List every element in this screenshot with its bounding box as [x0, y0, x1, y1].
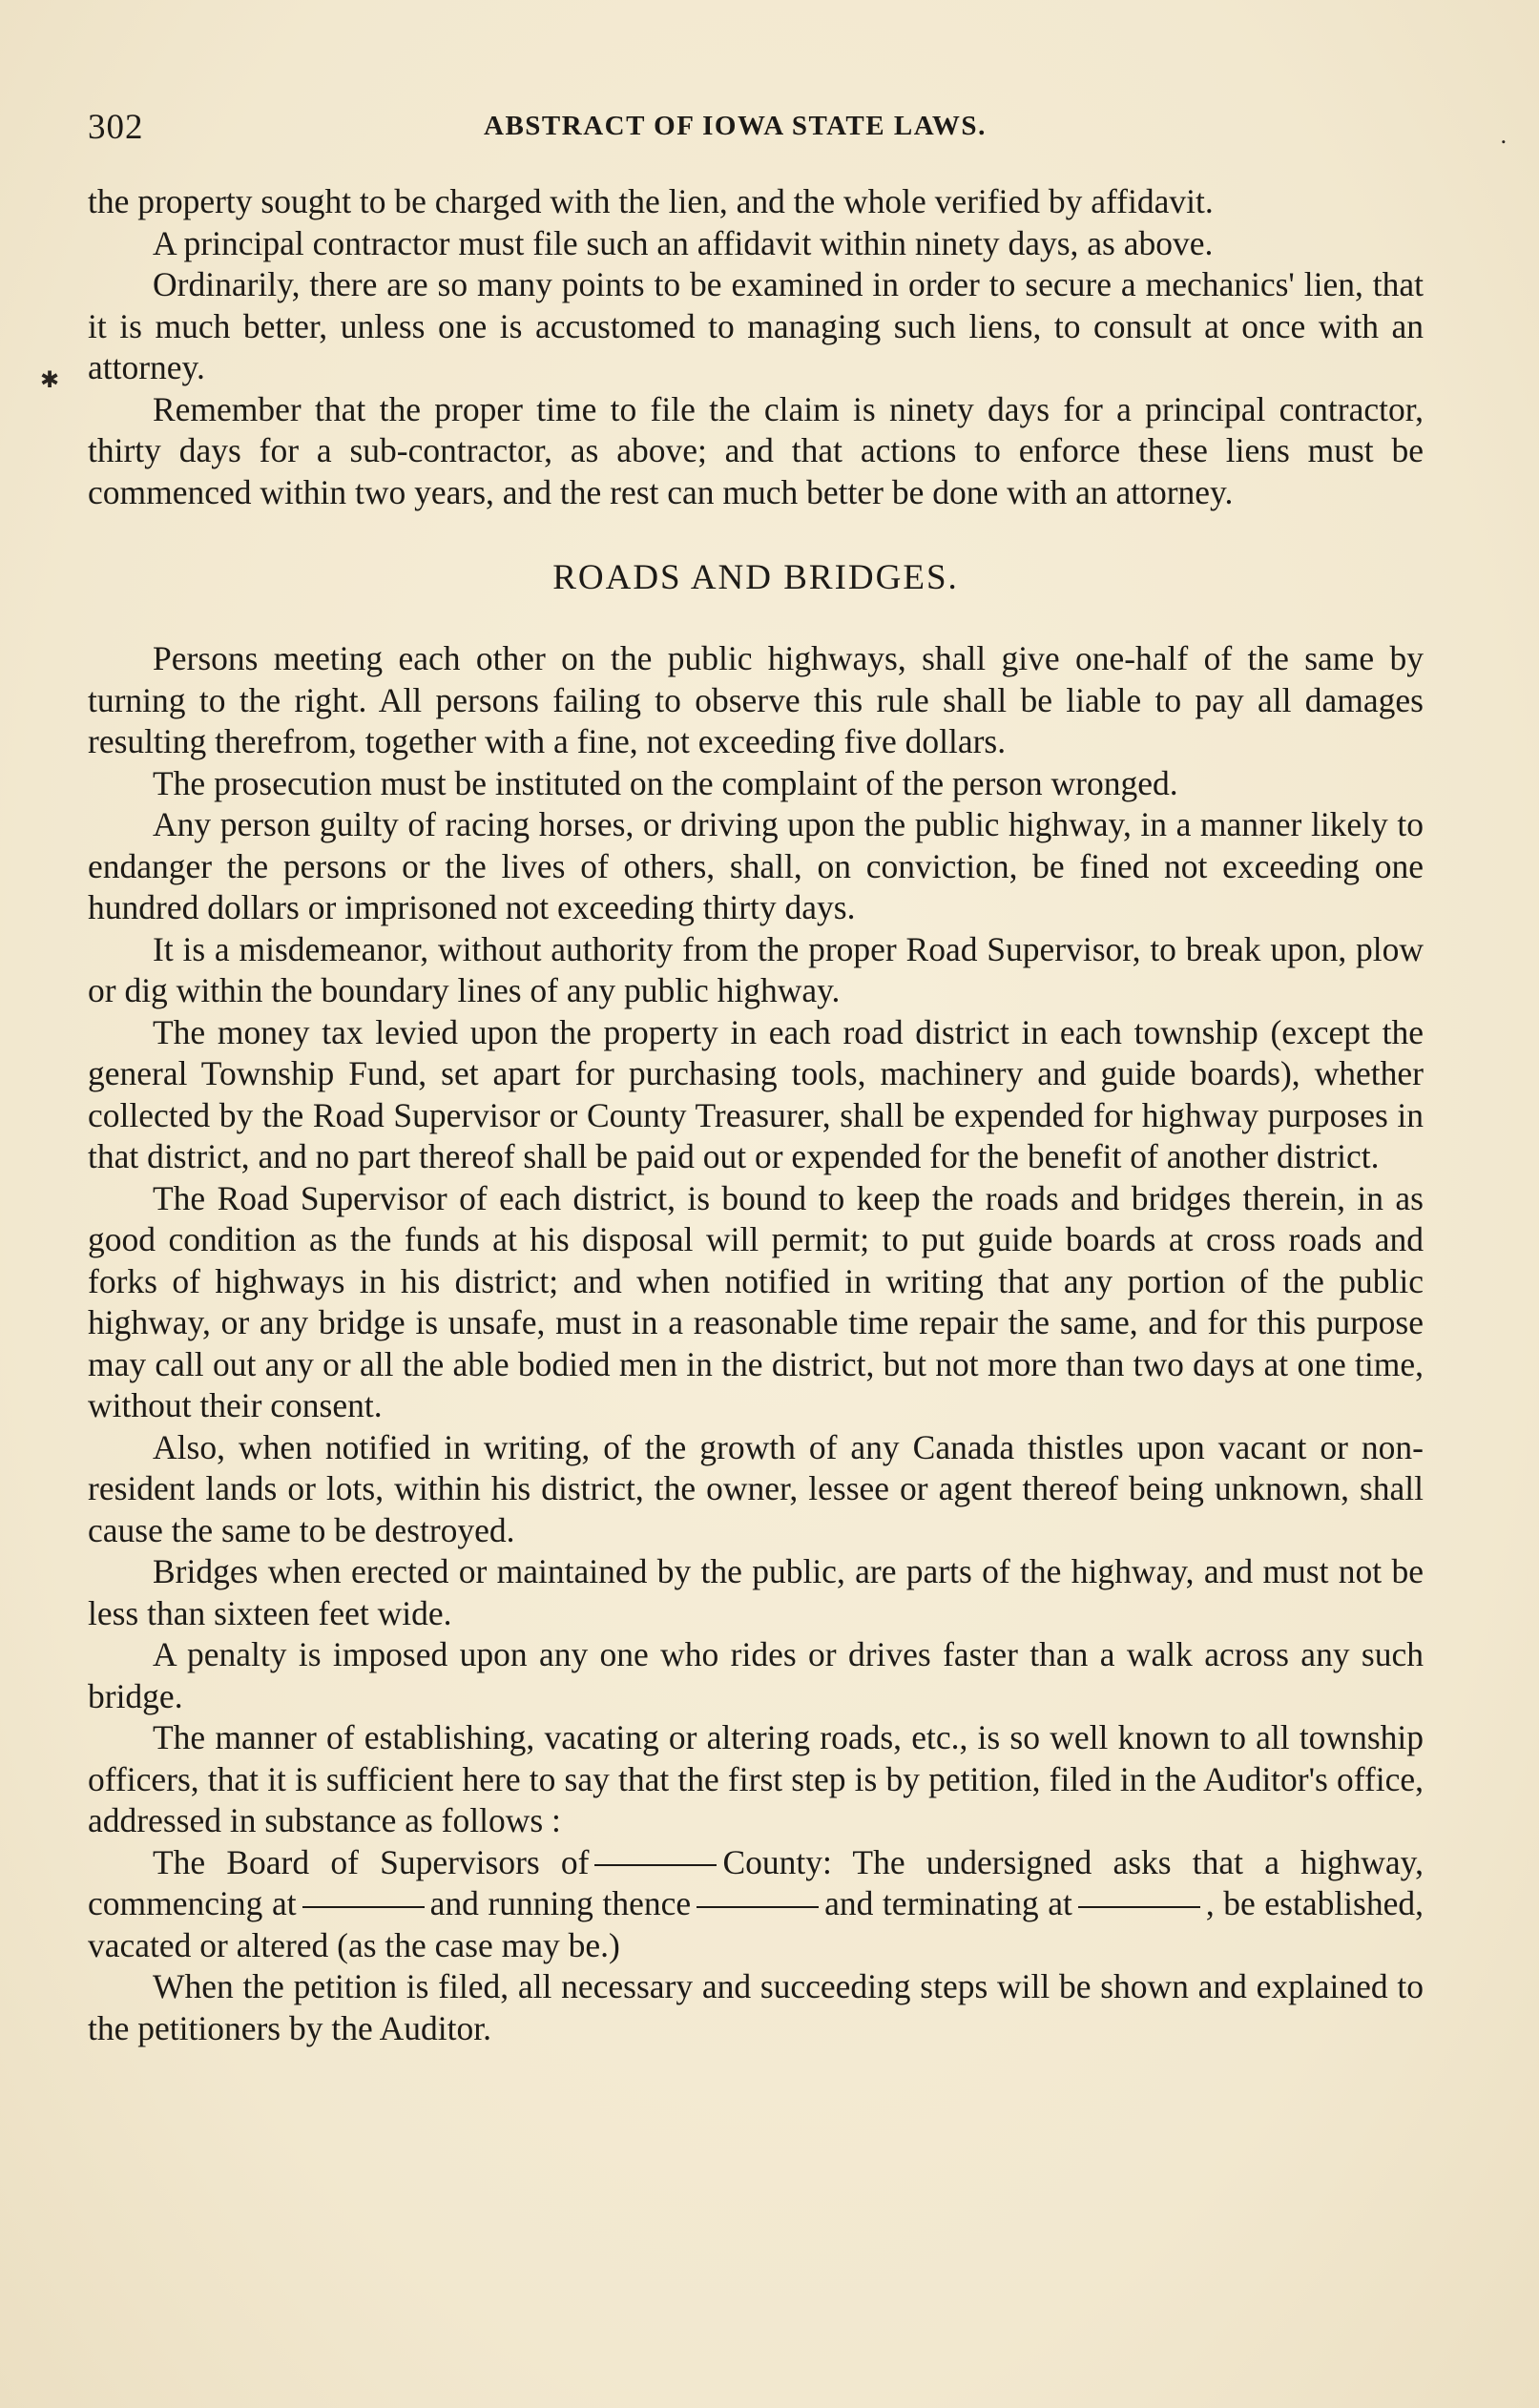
- form-text: , be established, vacated or altered (as the case may be.): [88, 1884, 1424, 1964]
- form-text: The Board of Supervisors of: [153, 1842, 590, 1881]
- paragraph: Any person guilty of racing horses, or driving upon the public highway, in a manner likely to endanger the persons or the lives of others, shall, on conviction, be fined not exceeding one hundred dollars or imprisoned not exceeding thirty days.: [88, 805, 1424, 926]
- running-head: [88, 107, 1433, 155]
- paragraph: the property sought to be charged with the lien, and the whole verified by affidavit.: [88, 182, 1214, 220]
- paragraph: Remember that the proper time to file the claim is ninety days for a principal contractor, thirty days for a sub-contractor, as above; and that actions to enforce these liens must be commenced within two years, and the rest can much better be done with an attorney.: [88, 389, 1424, 511]
- form-text: County: The undersigned asks that a highway, commencing at: [88, 1842, 1424, 1922]
- form-text: and running thence: [429, 1884, 692, 1922]
- paragraph: Bridges when erected or maintained by the public, are parts of the highway, and must not be less than sixteen feet wide.: [88, 1552, 1424, 1632]
- margin-dot: .: [1500, 122, 1508, 149]
- paragraph: Also, when notified in writing, of the growth of any Canada thistles upon vacant or non-resident lands or lots, within his district, the owner, lessee or agent thereof being unknown, shall cause the same to be destroyed.: [88, 1427, 1424, 1549]
- paragraph: Ordinarily, there are so many points to be examined in order to secure a mechanics' lien, that it is much better, unless one is accustomed to managing such liens, to consult at once with an attorney.: [88, 265, 1424, 386]
- paragraph: The prosecution must be instituted on the complaint of the person wronged.: [153, 763, 1178, 802]
- form-blank-line: [1078, 1906, 1200, 1908]
- paragraph: When the petition is filed, all necessary and succeeding steps will be shown and explained to the petitioners by the Auditor.: [88, 1967, 1424, 2047]
- form-blank-line: [594, 1864, 717, 1866]
- form-text: and terminating at: [824, 1884, 1072, 1922]
- paragraph: The money tax levied upon the property in each road district in each township (except the general Township Fund, set apart for purchasing tools, machinery and guide boards), whether collected by the Road Supervisor or County Treasurer, shall be expended for highway purposes in that district, and no part thereof shall be paid out or expended for the benefit of another district.: [88, 1012, 1424, 1175]
- running-title: ABSTRACT OF IOWA STATE LAWS.: [484, 111, 987, 141]
- paragraph: It is a misdemeanor, without authority from the proper Road Supervisor, to break upon, plow or dig within the boundary lines of any public highway.: [88, 929, 1424, 1009]
- paragraph: A penalty is imposed upon any one who rides or drives faster than a walk across any such bridge.: [88, 1635, 1424, 1715]
- paragraph: The Road Supervisor of each district, is bound to keep the roads and bridges therein, in as good condition as the funds at his disposal will permit; to put guide boards at cross roads and forks of highways in his district; and when notified in writing that any portion of the public highway, or any bridge is unsafe, must in a reasonable time repair the same, and for this purpose may call out any or all the able bodied men in the district, but not more than two days at one time, without their consent.: [88, 1178, 1424, 1424]
- form-blank-line: [697, 1906, 819, 1908]
- lien-section-continued: [88, 181, 1424, 2049]
- paragraph: Persons meeting each other on the public highways, shall give one-half of the same by turning to the right. All persons failing to observe this rule shall be liable to pay all damages resulting therefrom, together with a fine, not exceeding five dollars.: [88, 639, 1424, 760]
- paragraph: A principal contractor must file such an affidavit within ninety days, as above.: [153, 223, 1214, 262]
- section-heading: ROADS AND BRIDGES.: [552, 558, 959, 597]
- petition-form-paragraph: [88, 1842, 1424, 1967]
- paragraph: The manner of establishing, vacating or altering roads, etc., is so well known to all township officers, that it is sufficient here to say that the first step is by petition, filed in the Auditor's office, addressed in substance as follows :: [88, 1718, 1424, 1839]
- form-blank-line: [302, 1906, 425, 1908]
- page-number: 302: [88, 108, 144, 147]
- margin-mark-icon: ✱: [40, 366, 60, 393]
